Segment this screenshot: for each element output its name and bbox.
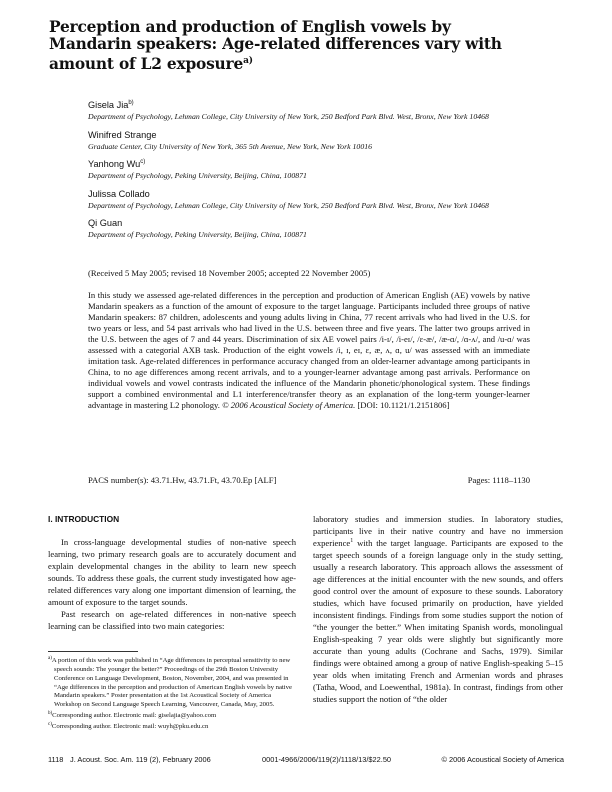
- body-paragraph: In cross-language developmental studies of non-native speech learning, two primary research goals are to accurately document and explain developmental changes in the ability to learn new speech sounds. To address these goals, the current study investigated how age-related differences vary along one important dimension of learning, the amount of exposure to the target sounds.: [48, 537, 296, 607]
- footnote-rule: [48, 651, 138, 652]
- footer-doi-code: 0001-4966/2006/119(2)/1118/13/$22.50: [262, 755, 392, 764]
- abstract-copyright: © 2006 Acoustical Society of America.: [222, 399, 356, 410]
- author-name: Winifred Strange: [88, 129, 157, 140]
- author-affiliation: Department of Psychology, Lehman College, City University of New York, 250 Bedford Park Blvd. West, Bronx, New York 10468: [88, 112, 489, 122]
- title-footnote-mark: a): [243, 56, 253, 66]
- article-title: Perception and production of English vowels by Mandarin speakers: Age-related differences vary with amount of L2 exposure$^{a)}$: [49, 18, 502, 74]
- author-name: Yanhong Wu$^{c)}$: [88, 159, 146, 170]
- pacs-numbers: PACS number(s): 43.71.Hw, 43.71.Ft, 43.70.Ep [ALF]: [88, 475, 277, 485]
- body-paragraph: Past research on age-related differences in non-native speech learning can be classified into two main categories:: [48, 609, 296, 631]
- author-affiliation: Graduate Center, City University of New York, 365 5th Avenue, New York, New York 10016: [88, 141, 373, 151]
- author-block: [88, 215, 530, 241]
- abstract-doi: [DOI: 10.1121/1.2151806]: [357, 399, 450, 410]
- received-dates: (Received 5 May 2005; revised 18 November 2005; accepted 22 November 2005): [88, 268, 371, 278]
- footnote-ref: 1: [350, 538, 354, 545]
- author-affiliation: Department of Psychology, Peking University, Beijing, China, 100871: [88, 230, 307, 240]
- author-block: [88, 156, 530, 182]
- footer-page-number: 1118: [48, 755, 64, 764]
- author-block: [88, 97, 530, 123]
- author-block: [88, 186, 530, 212]
- author-block: [88, 127, 530, 153]
- pacs-row: [88, 474, 530, 486]
- footnote: $^{a)}$A portion of this work was published in “Age differences in perceptual sensitivity to new speech sounds: The younger the better?” Proceedings of the 29th Boston University Conference on Language Development, Boston, November, 2004, and was presented in “Age differences in the perception and production of American English vowels by native Mandarin speakers.” Poster presentation at the 1st Acoustical Society of America Workshop on Second Language Speech Learning, Vancouver, Canada, May, 2005.: [48, 656, 292, 709]
- page-range: Pages: 1118–1130: [467, 475, 530, 485]
- footnotes: [48, 655, 298, 732]
- footer-journal: J. Acoust. Soc. Am. 119 (2), February 2006: [70, 755, 211, 764]
- body-paragraph: laboratory studies and immersion studies. In laboratory studies, participants live in their native country and have no immersion experience$^1$ with the target language. Participants are exposed to the target speech sounds of a foreign language only in the study setting, usually a research laboratory. This approach allows the assessment of age differences at the initial encounter with the new sounds, and offers good control over the amount of exposure to these sounds. Laboratory studies, which have focused primarily on production, have yielded inconsistent findings. Findings from some studies support the notion of “the younger the better.” When imitating Spanish words, monolingual English-speaking 7 year olds were slightly but significantly more accurate than young adults (Cochrane and Sachs, 1979). Similar findings were obtained among a group of native English-speaking 5–15 year olds when imitating French and Armenian words and phrases (Tatha, Wood, and Loewenthal, 1981a). In contrast, findings from other studies support the notion of “the older: [313, 514, 563, 704]
- author-affiliation: Department of Psychology, Peking University, Beijing, China, 100871: [88, 171, 307, 181]
- footer-copyright: © 2006 Acoustical Society of America: [441, 755, 564, 764]
- footnote: $^{c)}$Corresponding author. Electronic mail: wuyh@pku.edu.cn: [48, 722, 209, 731]
- left-column: [48, 513, 296, 632]
- right-column: [313, 513, 563, 705]
- footnote: $^{b)}$Corresponding author. Electronic mail: giselajia@yahoo.com: [48, 711, 217, 720]
- author-affiliation: Department of Psychology, Lehman College, City University of New York, 250 Bedford Park Blvd. West, Bronx, New York 10468: [88, 200, 489, 210]
- author-list: [88, 97, 530, 245]
- section-heading: I. INTRODUCTION: [48, 514, 120, 524]
- page-footer: [48, 755, 564, 765]
- author-name: Qi Guan: [88, 218, 123, 229]
- abstract: [88, 290, 530, 410]
- abstract-body: In this study we assessed age-related differences in the perception and production of American English (AE) vowels by native Mandarin speakers as a function of the amount of exposure to the target language. Participants included three groups of native Mandarin speakers: 87 children, adolescents and young adults living in China, 77 recent arrivals who had lived in the U.S. for two years or less, and 54 past arrivals who had lived in the U.S. between three and five years. The latter two groups arrived in the U.S. between the ages of 7 and 44 years. Discrimination of six AE vowel pairs /i-ɪ/, /i-eɪ/, /ɛ-æ/, /æ-ɑ/, /ɑ-ʌ/, and /u-ɑ/ was assessed with a categorial AXB task. Production of the eight vowels /i, ɪ, eɪ, ɛ, æ, ʌ, ɑ, u/ was assessed with an immediate imitation task. Age-related differences in performance accuracy changed from an older-learner advantage among participants in China, to no age differences among recent arrivals, and to a younger-learner advantage among past arrivals. Performance on individual vowels and vowel contrasts indicated the influence of the Mandarin phonetic/phonological system. These findings support a combined environmental and L1 interference/transfer theory as an explanation of the long-term younger-learner advantage in mastering L2 phonology.: [88, 290, 530, 410]
- author-name: Julissa Collado: [88, 188, 150, 199]
- author-name: Gisela Jia$^{b)}$: [88, 100, 134, 111]
